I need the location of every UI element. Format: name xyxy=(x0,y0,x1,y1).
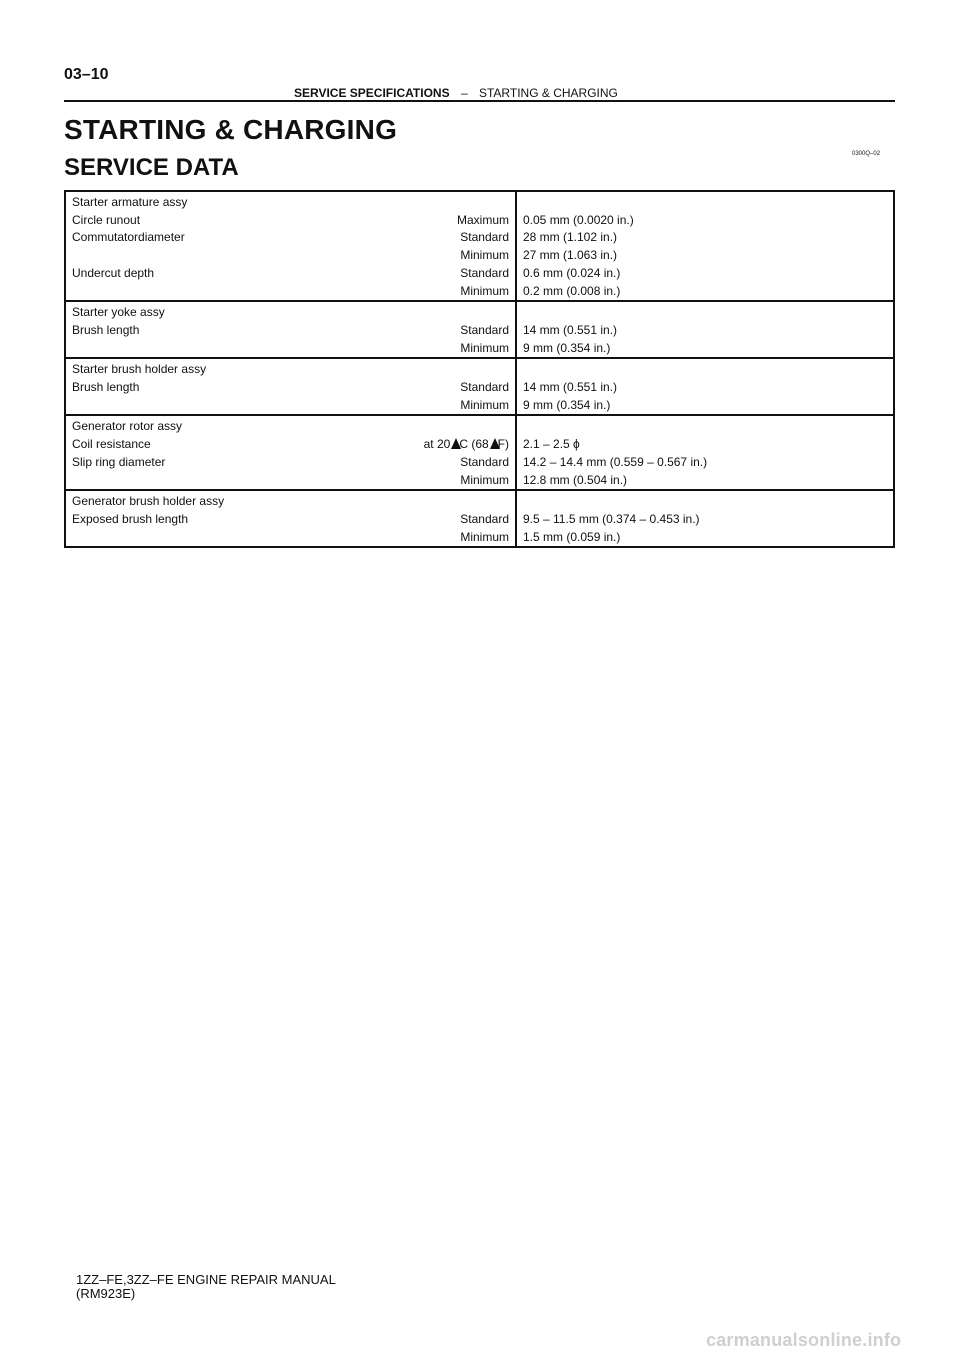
spec-line: Exposed brush length Standard xyxy=(72,511,509,526)
spec-value: 28 mm (1.102 in.) xyxy=(523,230,618,245)
spec-values-cell xyxy=(516,490,894,547)
spec-values-cell xyxy=(516,301,894,358)
table-row xyxy=(65,415,894,490)
service-data-table xyxy=(64,190,895,548)
spec-value: 0.2 mm (0.008 in.) xyxy=(523,283,621,298)
group-heading: Starter brush holder assy xyxy=(72,362,207,377)
spec-value: 0.6 mm (0.024 in.) xyxy=(523,265,621,280)
group-heading: Generator brush holder assy xyxy=(72,494,225,509)
temperature-condition: at 20 C (68 F) xyxy=(423,437,509,452)
spec-value: 14 mm (0.551 in.) xyxy=(523,380,618,395)
subsection-name: STARTING & CHARGING xyxy=(478,86,618,100)
spec-value: 14 mm (0.551 in.) xyxy=(523,322,618,337)
spec-line: Brush length Standard xyxy=(72,380,509,395)
spec-line: Minimum xyxy=(460,340,509,355)
spec-items-cell xyxy=(65,301,516,358)
manual-title: 1ZZ–FE,3ZZ–FE ENGINE REPAIR MANUAL xyxy=(76,1272,336,1287)
watermark: carmanualsonline.info xyxy=(706,1330,902,1350)
spec-value: 1.5 mm (0.059 in.) xyxy=(523,529,621,544)
spec-value: 2.1 – 2.5 ϕ xyxy=(523,437,580,452)
spec-values-cell xyxy=(516,191,894,301)
page-title: STARTING & CHARGING xyxy=(64,114,398,145)
spec-line: Undercut depth Standard xyxy=(72,265,509,280)
spec-line: Slip ring diameter Standard xyxy=(72,454,509,469)
spec-line: Minimum xyxy=(460,248,509,263)
spec-items-cell xyxy=(65,358,516,415)
table-row xyxy=(65,490,894,547)
table-row xyxy=(65,301,894,358)
spec-value: 14.2 – 14.4 mm (0.559 – 0.567 in.) xyxy=(523,454,708,469)
spec-line: Minimum xyxy=(460,397,509,412)
spec-line: Circle runout Maximum xyxy=(72,212,509,227)
spec-value: 27 mm (1.063 in.) xyxy=(523,248,618,263)
document-code: 0300Q–02 xyxy=(852,151,881,157)
spec-items-cell xyxy=(65,490,516,547)
section-header xyxy=(294,86,618,100)
spec-value: 9 mm (0.354 in.) xyxy=(523,340,611,355)
spec-values-cell xyxy=(516,358,894,415)
group-heading: Starter armature assy xyxy=(72,195,188,209)
spec-line: Coil resistance at 20 C (68 F) xyxy=(72,436,509,454)
spec-value: 0.05 mm (0.0020 in.) xyxy=(523,212,634,227)
group-heading: Starter yoke assy xyxy=(72,305,165,320)
page-number: 03–10 xyxy=(64,66,109,83)
spec-line: Minimum xyxy=(460,472,509,487)
spec-line: Commutatordiameter Standard xyxy=(72,230,509,245)
table-row xyxy=(65,191,894,301)
spec-line: Minimum xyxy=(460,283,509,298)
section-dash: – xyxy=(460,86,468,100)
spec-value: 12.8 mm (0.504 in.) xyxy=(523,472,628,487)
spec-items-cell xyxy=(65,191,516,301)
table-row xyxy=(65,358,894,415)
spec-value: 9 mm (0.354 in.) xyxy=(523,397,611,412)
spec-line: Minimum xyxy=(460,529,509,544)
spec-line: Brush length Standard xyxy=(72,322,509,337)
group-heading: Generator rotor assy xyxy=(72,419,183,434)
spec-items-cell xyxy=(65,415,516,490)
manual-code: (RM923E) xyxy=(76,1286,136,1301)
spec-values-cell xyxy=(516,415,894,490)
header-rule xyxy=(64,100,895,102)
section-name: SERVICE SPECIFICATIONS xyxy=(294,86,450,100)
spec-value: 9.5 – 11.5 mm (0.374 – 0.453 in.) xyxy=(523,511,700,526)
section-subtitle: SERVICE DATA xyxy=(64,154,239,181)
